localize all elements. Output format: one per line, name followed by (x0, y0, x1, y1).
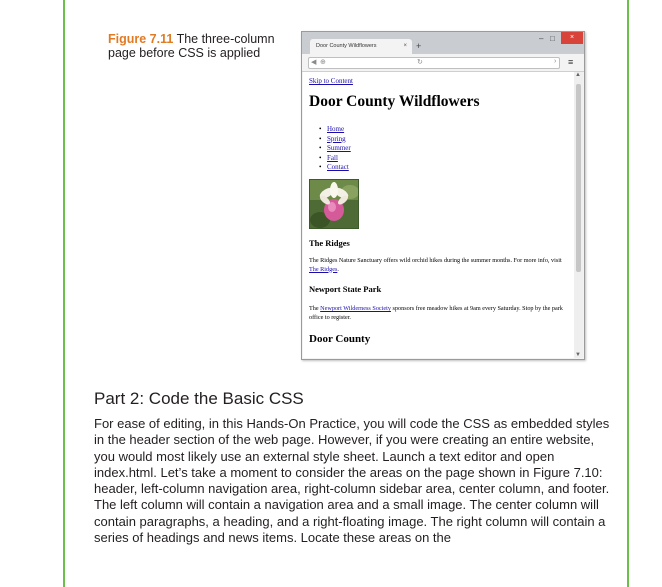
address-bar[interactable] (308, 57, 560, 69)
site-info-icon[interactable]: ⊕ (320, 59, 326, 66)
maximize-icon[interactable]: □ (550, 34, 555, 43)
figure-caption-text: The three-column page before CSS is applied (108, 32, 275, 60)
close-window-button[interactable]: × (561, 32, 583, 44)
new-tab-button[interactable]: + (416, 41, 422, 51)
back-icon[interactable]: ◀ (311, 59, 317, 66)
scroll-up-icon[interactable]: ▲ (575, 72, 581, 78)
flower-photo-icon (310, 180, 358, 228)
ridges-text-end: . (337, 265, 339, 273)
newport-link[interactable]: Newport Wilderness Society (320, 305, 391, 312)
tab-title: Door County Wildflowers (316, 43, 377, 49)
browser-titlebar (302, 32, 584, 54)
nav-item-fall[interactable]: • Fall (319, 154, 351, 164)
ridges-text: The Ridges Nature Sanctuary offers wild orchid hikes during the summer months. For more info, visit (309, 257, 562, 264)
minimize-icon[interactable]: – (539, 34, 544, 43)
ridges-heading: The Ridges (309, 238, 350, 248)
browser-navbar (302, 54, 584, 72)
scroll-down-icon[interactable]: ▼ (575, 352, 581, 358)
newport-paragraph (309, 305, 571, 322)
door-county-heading: Door County (309, 333, 371, 345)
reload-icon[interactable]: ↻ (417, 59, 423, 66)
figure-label: Figure 7.11 (108, 32, 174, 46)
newport-heading: Newport State Park (309, 284, 382, 294)
right-margin-rule (627, 0, 629, 587)
scrollbar-thumb[interactable] (576, 84, 581, 272)
page-viewport (303, 72, 574, 358)
nav-item-home[interactable]: • Home (319, 125, 351, 135)
skip-to-content-link[interactable]: Skip to Content (309, 77, 353, 85)
section-body: For ease of editing, in this Hands-On Practice, you will code the CSS as embedded styles in the header section of the web page. However, if you were creating an entire website, you would most likely use an external style sheet. Launch a text editor and open index.html. Let’s take a moment to consider the areas on the page shown in Figure 7.10: header, left-column navigation area, right-column sidebar area, center column, and footer. The left column will contain a navigation area and a small image. The center column will contain paragraphs, a heading, and a right-floating image. The right column will contain a series of headings and news items. Locate these areas on the (94, 416, 610, 546)
browser-window (301, 31, 585, 360)
page-scrollbar[interactable] (574, 72, 583, 358)
section-heading: Part 2: Code the Basic CSS (94, 389, 304, 408)
site-nav (319, 125, 351, 173)
browser-tab[interactable] (310, 39, 412, 54)
newport-text-end: sponsors free meadow hikes at 9am every Saturday. Stop by the park office to register. (309, 305, 563, 321)
left-margin-rule (63, 0, 65, 587)
forward-icon[interactable]: › (554, 58, 557, 65)
figure-caption (108, 32, 288, 60)
menu-icon[interactable]: ≡ (568, 57, 574, 67)
ridges-link[interactable]: The Ridges (309, 265, 338, 273)
lady-slipper-image (309, 179, 359, 229)
ridges-paragraph (309, 257, 571, 274)
tab-close-icon[interactable]: × (403, 43, 407, 49)
nav-item-contact[interactable]: • Contact (319, 163, 351, 173)
nav-item-summer[interactable]: • Summer (319, 144, 351, 154)
newport-text: The (309, 305, 321, 312)
site-title: Door County Wildflowers (309, 93, 480, 110)
nav-item-spring[interactable]: • Spring (319, 135, 351, 145)
